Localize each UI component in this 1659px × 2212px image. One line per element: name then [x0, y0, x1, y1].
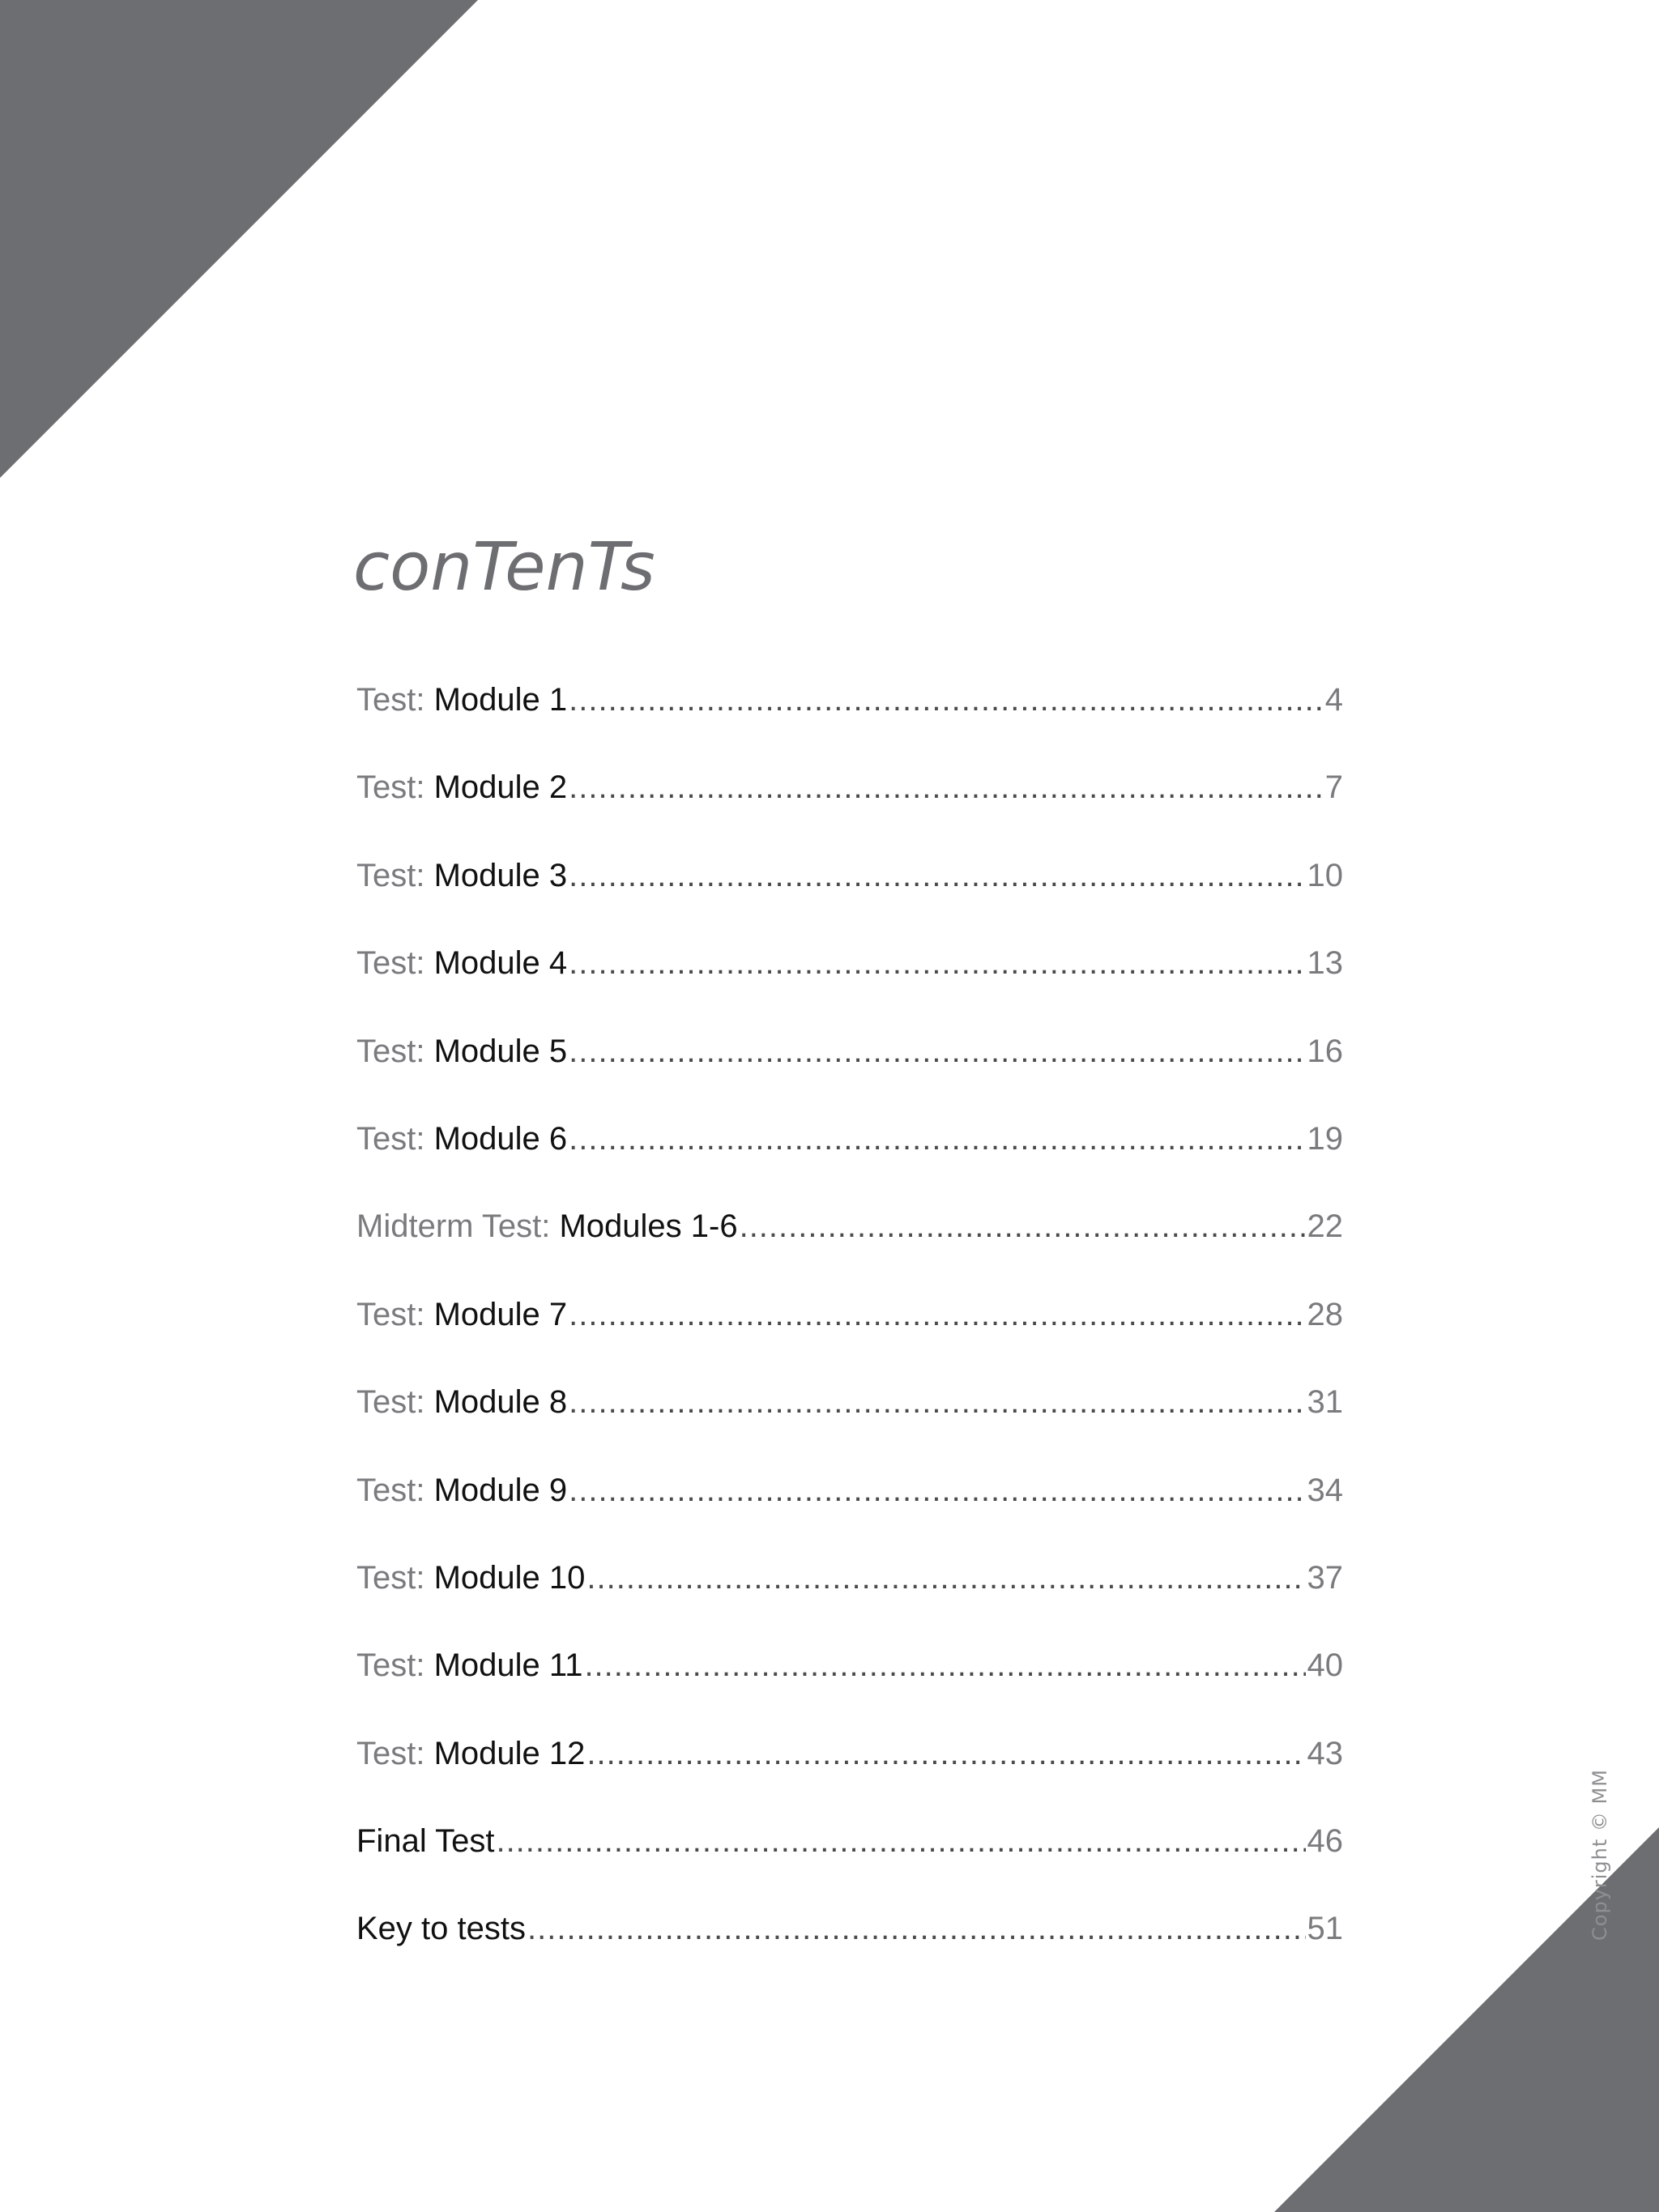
copyright-notice: Copyright © MM: [1589, 1769, 1611, 1941]
toc-dot-leader: [569, 1113, 1305, 1165]
toc-entry-prefix: Test:: [356, 682, 425, 718]
toc-entry-page: 34: [1307, 1472, 1343, 1508]
toc-dot-leader: [569, 1464, 1305, 1516]
toc-entry-name: Modules 1-6: [559, 1208, 738, 1245]
toc-entry: [356, 1552, 1343, 1639]
toc-entry-prefix: Test:: [356, 769, 425, 806]
toc-entry-prefix: Test:: [356, 1296, 425, 1332]
toc-entry-prefix: Test:: [356, 945, 425, 982]
toc-entry-name: Module 8: [433, 1384, 568, 1421]
toc-entry: [356, 850, 1343, 937]
toc-entry-prefix: Test:: [356, 857, 425, 893]
toc-dot-leader: [569, 937, 1305, 989]
toc-entry-page: 19: [1307, 1120, 1343, 1157]
toc-entry-page: 51: [1307, 1911, 1343, 1947]
toc-entry-page: 10: [1307, 857, 1343, 893]
toc-entry-name: Module 3: [433, 857, 568, 893]
toc-entry-name: Module 2: [433, 769, 568, 806]
toc-entry: [356, 761, 1343, 849]
toc-entry-name: Module 9: [433, 1472, 568, 1508]
table-of-contents: [356, 674, 1343, 1991]
toc-entry: [356, 937, 1343, 1025]
toc-dot-leader: [586, 1728, 1305, 1779]
toc-dot-leader: [569, 1376, 1305, 1428]
toc-dot-leader: [569, 850, 1305, 901]
toc-entry-prefix: Test:: [356, 1735, 425, 1771]
toc-dot-leader: [584, 1639, 1305, 1691]
toc-entry-name: Final Test: [356, 1823, 495, 1860]
toc-entry: [356, 1464, 1343, 1552]
toc-entry: [356, 1639, 1343, 1727]
toc-entry: [356, 1903, 1343, 1990]
toc-entry-page: 31: [1307, 1384, 1343, 1421]
toc-entry-name: Module 4: [433, 945, 568, 982]
toc-entry: [356, 1200, 1343, 1288]
toc-entry-name: Module 1: [433, 682, 568, 718]
toc-dot-leader: [569, 1289, 1305, 1340]
toc-entry-name: Module 11: [433, 1647, 583, 1684]
toc-entry: [356, 1728, 1343, 1815]
toc-entry-prefix: Test:: [356, 1647, 425, 1684]
toc-entry-name: Module 7: [433, 1296, 568, 1332]
toc-dot-leader: [569, 1025, 1305, 1077]
toc-dot-leader: [569, 761, 1324, 813]
toc-entry-page: 40: [1307, 1647, 1343, 1684]
toc-entry-page: 7: [1324, 769, 1343, 806]
toc-entry-page: 13: [1307, 945, 1343, 982]
toc-entry: [356, 1815, 1343, 1903]
toc-entry-name: Module 6: [433, 1120, 568, 1157]
toc-entry: [356, 1025, 1343, 1113]
toc-entry: [356, 1113, 1343, 1200]
toc-entry-page: 28: [1307, 1296, 1343, 1332]
toc-entry-prefix: Test:: [356, 1120, 425, 1157]
toc-entry-page: 4: [1324, 682, 1343, 718]
toc-entry-prefix: Test:: [356, 1033, 425, 1069]
toc-entry-page: 37: [1307, 1559, 1343, 1596]
toc-dot-leader: [496, 1815, 1305, 1867]
toc-dot-leader: [527, 1903, 1306, 1954]
toc-entry-page: 16: [1307, 1033, 1343, 1069]
toc-entry-page: 46: [1307, 1823, 1343, 1860]
toc-entry-name: Module 12: [433, 1735, 586, 1771]
toc-entry-prefix: Midterm Test:: [356, 1208, 551, 1245]
toc-entry-prefix: Test:: [356, 1559, 425, 1596]
page-title: conTenTs: [353, 529, 655, 606]
toc-entry: [356, 1289, 1343, 1376]
toc-entry: [356, 1376, 1343, 1464]
toc-dot-leader: [740, 1200, 1306, 1252]
toc-dot-leader: [586, 1552, 1305, 1604]
toc-entry-prefix: Test:: [356, 1384, 425, 1421]
toc-entry-name: Key to tests: [356, 1911, 526, 1947]
toc-entry-name: Module 5: [433, 1033, 568, 1069]
toc-dot-leader: [569, 674, 1324, 726]
toc-entry-page: 22: [1307, 1208, 1343, 1245]
toc-entry-page: 43: [1307, 1735, 1343, 1771]
toc-entry-prefix: Test:: [356, 1472, 425, 1508]
toc-entry: [356, 674, 1343, 761]
corner-decoration-top-left: [0, 0, 478, 478]
toc-entry-name: Module 10: [433, 1559, 586, 1596]
